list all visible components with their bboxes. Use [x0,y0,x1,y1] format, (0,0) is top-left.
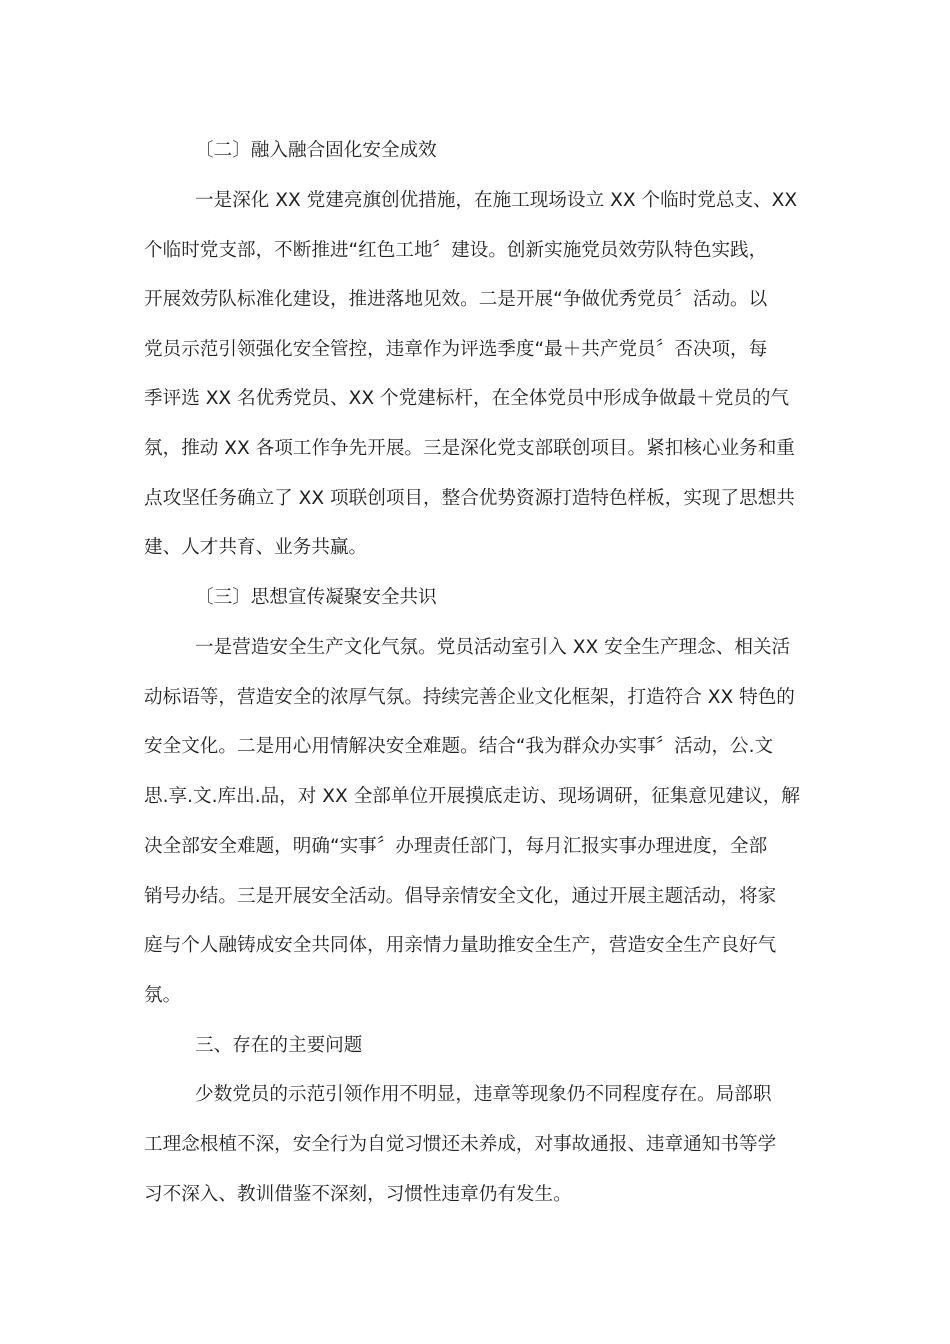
paragraph-line: 决全部安全难题，明确“实事〞办理责任部门，每月汇报实事办理进度，全部 [144,836,768,857]
paragraph-line: 工理念根植不深，安全行为自觉习惯还未养成，对事故通报、违章通知书等学 [144,1134,777,1155]
paragraph-line: 习不深入、教训借鉴不深刻，习惯性违章仍有发生。 [144,1184,572,1205]
paragraph-line: 氛。 [144,985,182,1006]
paragraph-line: 个临时党支部，不断推进“红色工地〞建设。创新实施党员效劳队特色实践， [144,240,768,261]
paragraph-line: 一是深化 XX 党建亮旗创优措施，在施工现场设立 XX 个临时党总支、XX [195,190,798,211]
paragraph-line: 一是营造安全生产文化气氛。党员活动室引入 XX 安全生产理念、相关活 [195,637,791,658]
paragraph-line: 动标语等，营造安全的浓厚气氛。持续完善企业文化框架，打造符合 XX 特色的 [144,687,795,708]
paragraph-line: 点攻坚任务确立了 XX 项联创项目，整合优势资源打造特色样板，实现了思想共 [144,488,795,509]
paragraph-line: 思.享.文.库出.品，对 XX 全部单位开展摸底走访、现场调研，征集意见建议，解 [144,786,800,807]
paragraph-line: 安全文化。二是用心用情解决安全难题。结合“我为群众办实事〞活动，公.文 [144,736,774,757]
paragraph-line: 季评选 XX 名优秀党员、XX 个党建标杆，在全体党员中形成争做最＋党员的气 [144,388,790,409]
paragraph-line: 氛，推动 XX 各项工作争先开展。三是深化党支部联创项目。紧扣核心业务和重 [144,438,795,459]
paragraph-line: 建、人才共育、业务共赢。 [144,537,368,558]
section-heading-2: 〔二〕融入融合固化安全成效 [195,140,437,161]
paragraph-line: 庭与个人融铸成安全共同体，用亲情力量助推安全生产，营造安全生产良好气 [144,935,777,956]
section-heading-problems: 三、存在的主要问题 [195,1035,363,1056]
section-heading-3: 〔三〕思想宣传凝聚安全共识 [195,587,437,608]
paragraph-line: 党员示范引领强化安全管控，违章作为评选季度“最＋共产党员〞否决项，每 [144,339,768,360]
paragraph-line: 少数党员的示范引领作用不明显，违章等现象仍不同程度存在。局部职 [195,1084,772,1105]
paragraph-line: 开展效劳队标准化建设，推进落地见效。二是开展“争做优秀党员〞活动。以 [144,289,768,310]
paragraph-line: 销号办结。三是开展安全活动。倡导亲情安全文化，通过开展主题活动，将家 [144,886,777,907]
